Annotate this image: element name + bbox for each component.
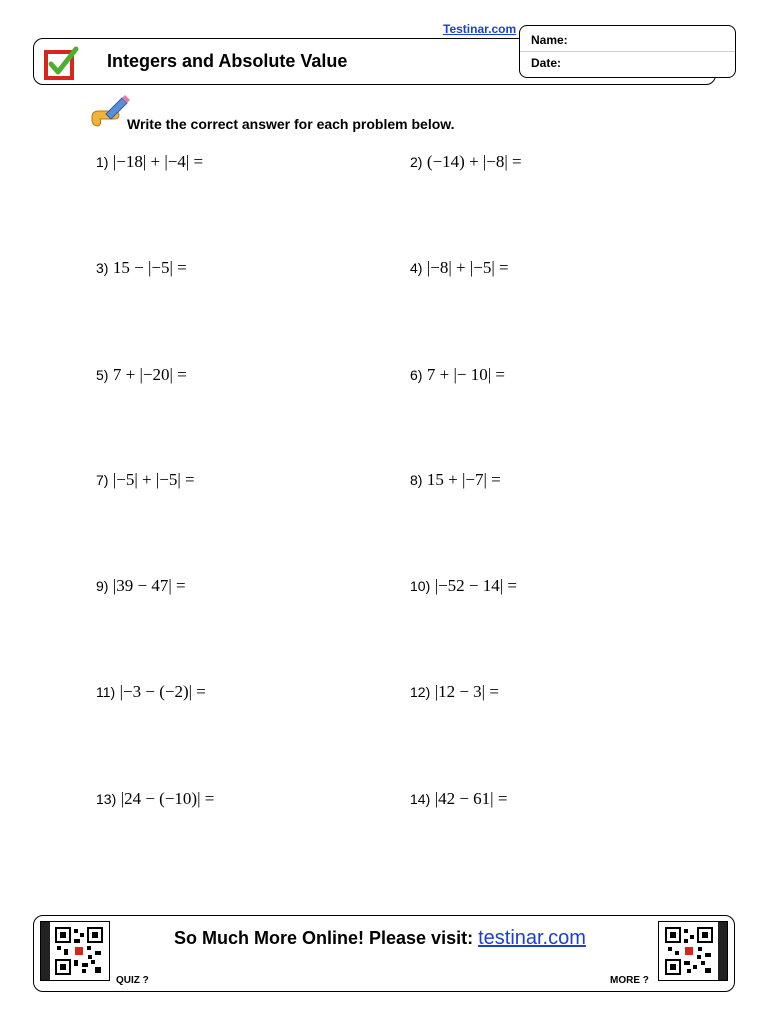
- problem-expression: |−3 − (−2)| =: [119, 682, 206, 701]
- problem-item: [410, 576, 517, 596]
- problem-number: 12): [410, 684, 431, 700]
- problem-item: [410, 152, 522, 172]
- problem-expression: 15 + |−7| =: [426, 470, 501, 489]
- problem-number: 14): [410, 791, 431, 807]
- problem-number: 5): [96, 367, 109, 383]
- problem-number: 7): [96, 472, 109, 488]
- quiz-label: QUIZ ?: [116, 975, 149, 986]
- problem-expression: |−52 − 14| =: [434, 576, 518, 595]
- problem-expression: 7 + |−20| =: [112, 365, 187, 384]
- problem-item: [410, 365, 505, 385]
- testinar-header-link[interactable]: Testinar.com: [443, 22, 517, 36]
- quiz-qr-card[interactable]: [40, 921, 110, 981]
- name-date-divider: [520, 51, 735, 52]
- problem-item: [96, 576, 186, 596]
- footer-promo-text: So Much More Online! Please visit:: [174, 928, 479, 948]
- problem-item: [410, 682, 499, 702]
- problem-number: 8): [410, 472, 423, 488]
- testinar-footer-link[interactable]: testinar.com: [478, 927, 586, 949]
- footer-promo: [174, 927, 586, 950]
- problem-expression: (−14) + |−8| =: [426, 152, 522, 171]
- problem-item: [410, 470, 501, 490]
- name-date-box: [519, 25, 736, 78]
- qr-side-strip: [718, 922, 727, 980]
- problem-number: 1): [96, 154, 109, 170]
- problem-number: 10): [410, 578, 431, 594]
- problem-item: [410, 789, 507, 809]
- problem-expression: |39 − 47| =: [112, 576, 186, 595]
- problem-expression: |−8| + |−5| =: [426, 258, 509, 277]
- problem-item: [96, 470, 195, 490]
- problem-expression: |12 − 3| =: [434, 682, 499, 701]
- problem-expression: |−18| + |−4| =: [112, 152, 204, 171]
- qr-code-icon: [665, 927, 713, 975]
- more-label: MORE ?: [610, 975, 649, 986]
- qr-code-icon: [55, 927, 103, 975]
- instruction-text: Write the correct answer for each problem below.: [127, 116, 455, 132]
- problem-expression: 7 + |− 10| =: [426, 365, 505, 384]
- problem-expression: |42 − 61| =: [434, 789, 508, 808]
- date-label: Date:: [531, 56, 562, 70]
- pencil-hand-icon: [90, 95, 130, 129]
- problem-item: [96, 258, 187, 278]
- problem-number: 2): [410, 154, 423, 170]
- more-qr-card[interactable]: [658, 921, 728, 981]
- name-label: Name:: [531, 33, 568, 47]
- problem-item: [410, 258, 509, 278]
- problem-item: [96, 789, 214, 809]
- qr-side-strip: [41, 922, 50, 980]
- problem-number: 9): [96, 578, 109, 594]
- checkmark-logo-icon: [43, 45, 79, 81]
- problem-expression: 15 − |−5| =: [112, 258, 187, 277]
- worksheet-title: Integers and Absolute Value: [107, 51, 348, 71]
- problem-number: 13): [96, 791, 117, 807]
- problem-item: [96, 682, 206, 702]
- problem-number: 11): [96, 684, 116, 700]
- problem-number: 3): [96, 260, 109, 276]
- problem-expression: |−5| + |−5| =: [112, 470, 195, 489]
- problem-expression: |24 − (−10)| =: [120, 789, 215, 808]
- problem-number: 4): [410, 260, 423, 276]
- problem-item: [96, 152, 203, 172]
- problem-number: 6): [410, 367, 423, 383]
- problem-item: [96, 365, 187, 385]
